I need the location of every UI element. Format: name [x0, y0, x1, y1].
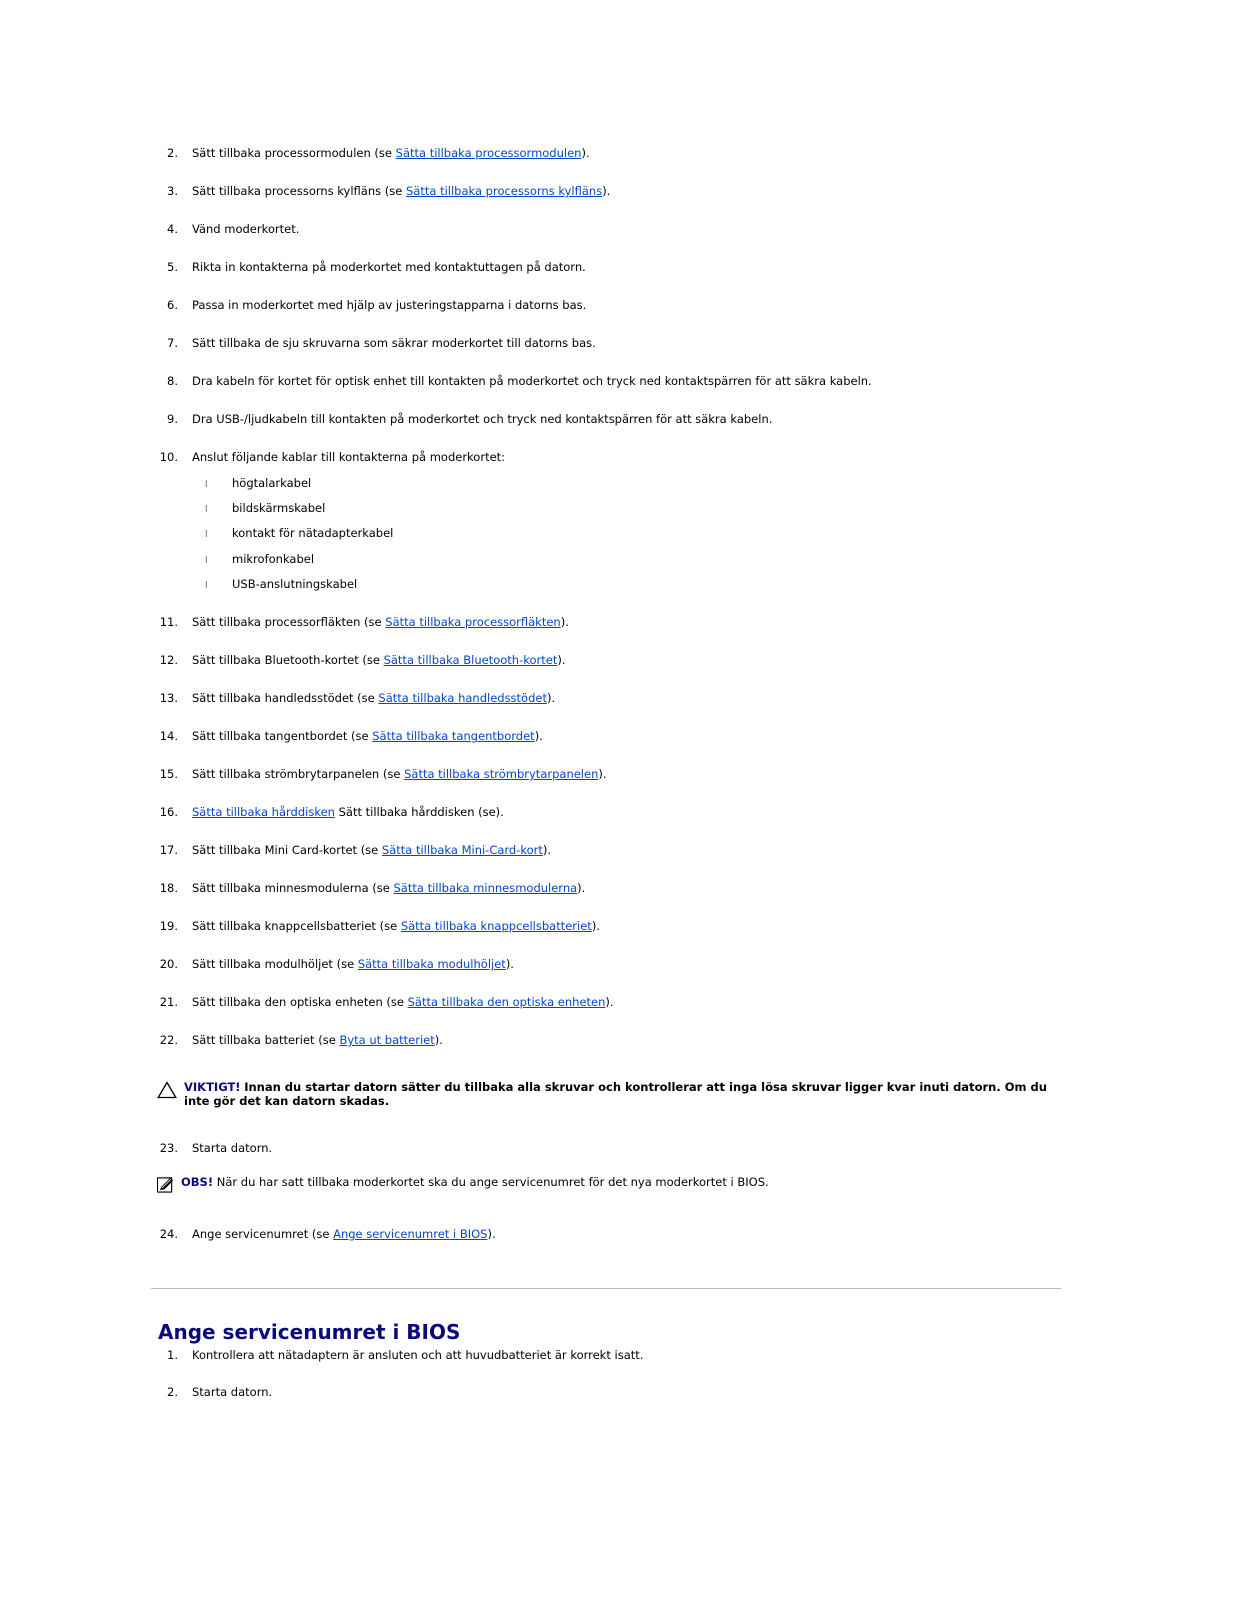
- link-memory-modules[interactable]: Sätta tillbaka minnesmodulerna: [393, 881, 578, 895]
- link-mini-card[interactable]: Sätta tillbaka Mini-Card-kort: [381, 843, 543, 857]
- step-item: 21. Sätt tillbaka den optiska enheten (se Sätta tillbaka den optiska enheten).: [159, 995, 614, 1009]
- link-optical-drive[interactable]: Sätta tillbaka den optiska enheten: [407, 995, 606, 1009]
- section-divider: [151, 1288, 1061, 1289]
- link-power-button-panel[interactable]: Sätta tillbaka strömbrytarpanelen: [404, 767, 599, 781]
- step-item: 24. Ange servicenumret (se Ange servicenumret i BIOS).: [159, 1227, 496, 1241]
- link-keyboard[interactable]: Sätta tillbaka tangentbordet: [372, 729, 535, 743]
- bullet-icon: l: [205, 505, 208, 515]
- caution-notice: [157, 1080, 1067, 1108]
- note-notice: [157, 1175, 1067, 1189]
- step-item: 1. Kontrollera att nätadaptern är ansluten och att huvudbatteriet är korrekt isatt.: [167, 1348, 644, 1362]
- step-item: 12. Sätt tillbaka Bluetooth-kortet (se Sätta tillbaka Bluetooth-kortet).: [159, 653, 566, 667]
- list-item: l USB-anslutningskabel: [205, 576, 227, 592]
- link-processor-module[interactable]: Sätta tillbaka processormodulen: [395, 146, 582, 160]
- caution-label: VIKTIGT!: [184, 1080, 241, 1094]
- step-item: 18. Sätt tillbaka minnesmodulerna (se Sätta tillbaka minnesmodulerna).: [159, 881, 586, 895]
- list-item: l högtalarkabel: [205, 475, 227, 491]
- list-item: l bildskärmskabel: [205, 500, 227, 516]
- bullet-icon: l: [205, 480, 208, 490]
- step-item: 6. Passa in moderkortet med hjälp av justeringstapparna i datorns bas.: [167, 298, 587, 312]
- link-battery[interactable]: Byta ut batteriet: [339, 1033, 435, 1047]
- step-item: 4. Vänd moderkortet.: [167, 222, 300, 236]
- link-module-cover[interactable]: Sätta tillbaka modulhöljet: [357, 957, 506, 971]
- list-item: l mikrofonkabel: [205, 551, 227, 567]
- step-item: 16. Sätta tillbaka hårddisken Sätt tillbaka hårddisken (se).: [159, 805, 504, 819]
- note-label: OBS!: [181, 1175, 214, 1189]
- step-item: 23. Starta datorn.: [159, 1141, 273, 1155]
- list-item: l kontakt för nätadapterkabel: [205, 525, 227, 541]
- link-bluetooth-card[interactable]: Sätta tillbaka Bluetooth-kortet: [383, 653, 558, 667]
- step-item: 15. Sätt tillbaka strömbrytarpanelen (se Sätta tillbaka strömbrytarpanelen).: [159, 767, 607, 781]
- bullet-icon: l: [205, 556, 208, 566]
- step-item: 7. Sätt tillbaka de sju skruvarna som säkrar moderkortet till datorns bas.: [167, 336, 596, 350]
- step-item: 2. Starta datorn.: [167, 1385, 273, 1399]
- step-item: 20. Sätt tillbaka modulhöljet (se Sätta tillbaka modulhöljet).: [159, 957, 514, 971]
- step-item: 14. Sätt tillbaka tangentbordet (se Sätta tillbaka tangentbordet).: [159, 729, 543, 743]
- step-item: 8. Dra kabeln för kortet för optisk enhet till kontakten på moderkortet och tryck ned kontaktspärren för att säkra kabeln.: [167, 374, 872, 388]
- link-palm-rest[interactable]: Sätta tillbaka handledsstödet: [378, 691, 547, 705]
- note-pencil-icon: [157, 1176, 174, 1193]
- step-item: 19. Sätt tillbaka knappcellsbatteriet (se Sätta tillbaka knappcellsbatteriet).: [159, 919, 600, 933]
- link-hard-drive[interactable]: Sätta tillbaka hårddisken: [192, 805, 335, 819]
- step-item: 10. Anslut följande kablar till kontakterna på moderkortet:: [159, 450, 506, 464]
- step-item: 2. Sätt tillbaka processormodulen (se Sätta tillbaka processormodulen).: [167, 146, 590, 160]
- caution-text: Innan du startar datorn sätter du tillbaka alla skruvar och kontrollerar att inga lösa skruvar ligger kvar inuti datorn. Om du inte gör det kan datorn skadas.: [184, 1080, 1047, 1108]
- bullet-icon: l: [205, 581, 208, 591]
- step-item: 9. Dra USB-/ljudkabeln till kontakten på moderkortet och tryck ned kontaktspärren för att säkra kabeln.: [167, 412, 773, 426]
- step-item: 17. Sätt tillbaka Mini Card-kortet (se Sätta tillbaka Mini-Card-kort).: [159, 843, 552, 857]
- section-heading: Ange servicenumret i BIOS: [158, 1320, 461, 1344]
- link-coin-cell-battery[interactable]: Sätta tillbaka knappcellsbatteriet: [400, 919, 592, 933]
- link-heatsink[interactable]: Sätta tillbaka processorns kylfläns: [406, 184, 603, 198]
- step-item: 3. Sätt tillbaka processorns kylfläns (se Sätta tillbaka processorns kylfläns).: [167, 184, 611, 198]
- step-item: 22. Sätt tillbaka batteriet (se Byta ut batteriet).: [159, 1033, 443, 1047]
- step-item: 13. Sätt tillbaka handledsstödet (se Sätta tillbaka handledsstödet).: [159, 691, 556, 705]
- step-item: 5. Rikta in kontakterna på moderkortet med kontaktuttagen på datorn.: [167, 260, 586, 274]
- step-item: 11. Sätt tillbaka processorfläkten (se Sätta tillbaka processorfläkten).: [159, 615, 569, 629]
- note-text: När du har satt tillbaka moderkortet ska du ange servicenumret för det nya moderkortet i BIOS.: [216, 1175, 769, 1189]
- warning-triangle-icon: [157, 1081, 177, 1099]
- link-processor-fan[interactable]: Sätta tillbaka processorfläkten: [385, 615, 561, 629]
- bullet-icon: l: [205, 530, 208, 540]
- link-bios-service-tag[interactable]: Ange servicenumret i BIOS: [333, 1227, 488, 1241]
